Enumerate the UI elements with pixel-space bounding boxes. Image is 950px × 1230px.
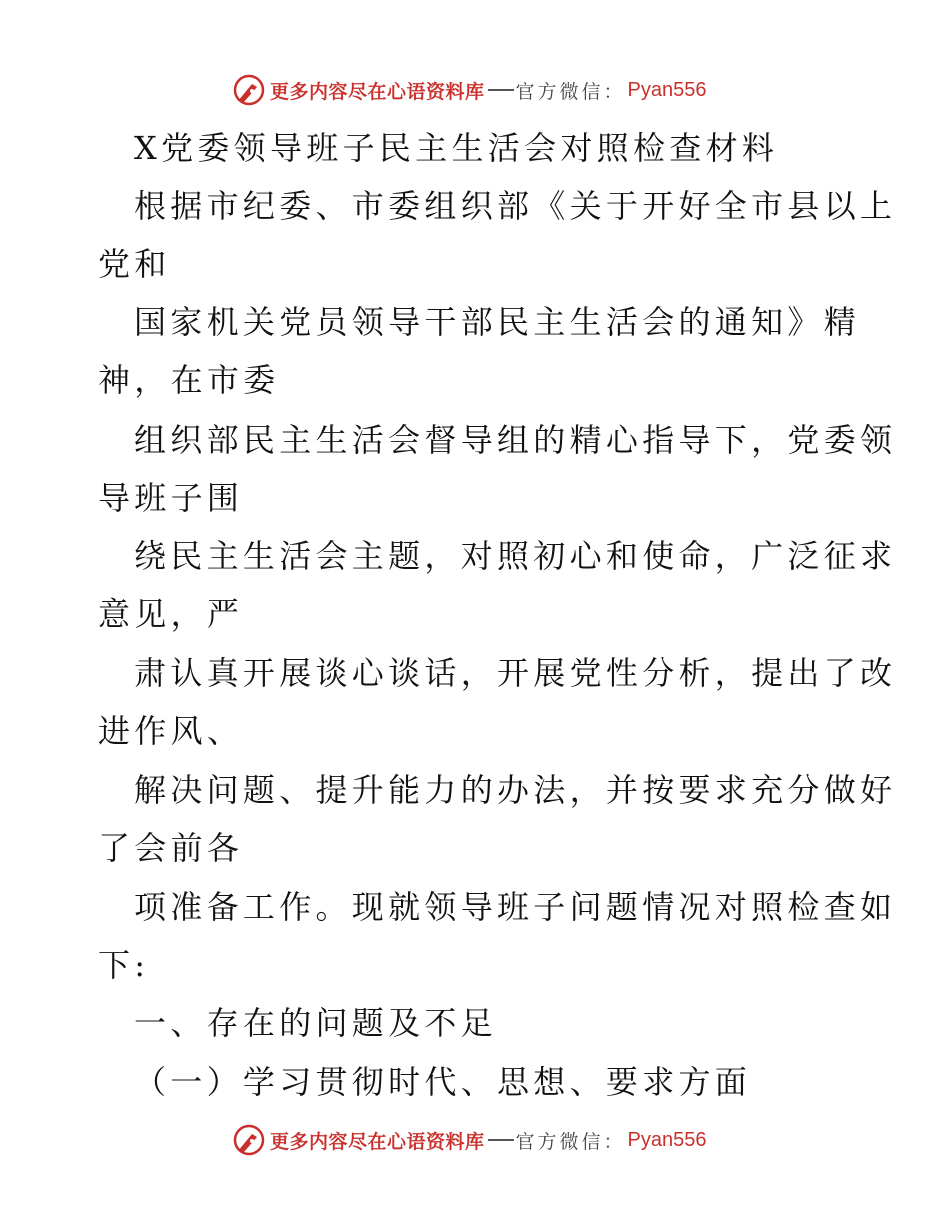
paragraph-line: 组织部民主生活会督导组的精心指导下，党委领	[134, 421, 897, 459]
section-heading: 一、存在的问题及不足	[134, 1004, 498, 1042]
paragraph-line: 进作风、	[98, 712, 244, 750]
watermark-brand: 更多内容尽在心语资料库	[270, 80, 485, 103]
watermark-dash	[488, 1139, 514, 1141]
footer-watermark	[232, 1122, 707, 1158]
header-watermark	[232, 72, 707, 108]
watermark-official-label: 官方微信：	[515, 1130, 626, 1153]
paragraph-line: 了会前各	[98, 829, 244, 867]
document-title: X党委领导班子民主生活会对照检查材料	[134, 129, 779, 167]
paragraph-line: 导班子围	[98, 479, 244, 517]
pen-nib-logo-icon	[232, 1123, 266, 1157]
paragraph-line: 根据市纪委、市委组织部《关于开好全市县以上	[134, 187, 897, 225]
paragraph-line: 党和	[98, 245, 171, 283]
paragraph-line: 解决问题、提升能力的办法，并按要求充分做好	[134, 771, 897, 809]
pen-nib-logo-icon	[232, 73, 266, 107]
subsection-heading: （一）学习贯彻时代、思想、要求方面	[134, 1063, 752, 1101]
paragraph-line: 神，在市委	[98, 361, 280, 399]
watermark-official-label: 官方微信：	[515, 80, 626, 103]
paragraph-line: 国家机关党员领导干部民主生活会的通知》精	[134, 303, 861, 341]
paragraph-line: 意见，严	[98, 595, 244, 633]
paragraph-line: 下:	[98, 946, 150, 984]
paragraph-line: 绕民主生活会主题，对照初心和使命，广泛征求	[134, 537, 897, 575]
watermark-wechat-id: Pyan556	[627, 78, 707, 101]
watermark-wechat-id: Pyan556	[627, 1128, 707, 1151]
watermark-dash	[488, 89, 514, 91]
paragraph-line: 肃认真开展谈心谈话，开展党性分析，提出了改	[134, 654, 897, 692]
watermark-brand: 更多内容尽在心语资料库	[270, 1130, 485, 1153]
paragraph-line: 项准备工作。现就领导班子问题情况对照检查如	[134, 888, 897, 926]
